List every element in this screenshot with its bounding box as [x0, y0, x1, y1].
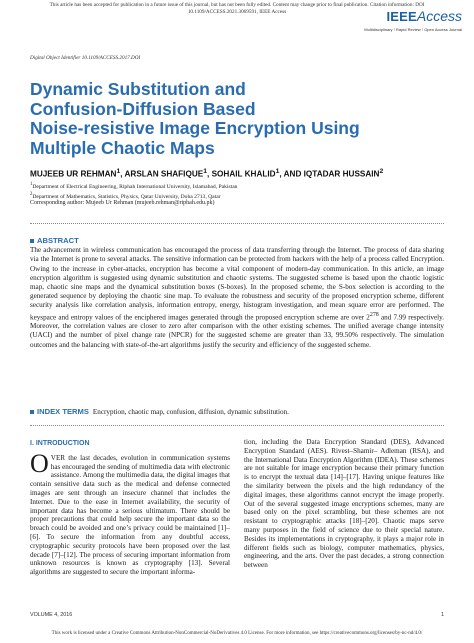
index-terms-heading: INDEX TERMS — [37, 407, 89, 416]
author-2: ARSLAN SHAFIQUE — [124, 169, 204, 179]
intro-left-text: VER the last decades, evolution in communication systems has encouraged the sending of multimedia data with electronic assistance. Among the multimedia data, the digital images that contain sensitive data such as the medical and defense connected images are sent through an insecure channel that includes the Internet. Due to the ease in Internet availability, the security of important data has become a serious ultimatum. There should be proper precautions that could help secure the important data so the breach could be avoided and one’s privacy could be maintained [1]–[6]. To secure the information from any doubtful access, cryptographic security protocols have been proposed over the last decade [7]–[12]. The process of securing important information from unknown resources is known as cryptography [13]. Several algorithms are suggested to secure the important informa- — [30, 453, 230, 577]
keyspace-base: 2 — [366, 313, 370, 321]
paper-title — [30, 80, 450, 158]
divider-top — [30, 223, 444, 224]
title-line-1: Dynamic Substitution and — [30, 79, 246, 99]
abstract-body-2: and 7.99 respectively. Moreover, the correlation values are closer to zero after comparison with the other existing schemes. The unified average change intensity (UACI) and the number of pixel change rate (NPCR) for the suggested scheme are greater than 33, 99.50% respectively. The simulation outcomes and the balancing with state-of-the-art algorithms justify the security and efficiency of the suggested scheme. — [30, 313, 445, 349]
license-note: This work is licensed under a Creative Commons Attribution-NonCommercial-NoDerivatives 4.0 License. For more information, see https://creativecommons.org/licenses/by-nc-nd/4.0/ — [51, 631, 423, 636]
affiliation-1: $^1$Department of Electrical Engineering, Riphah International University, Islamabad, Pakistan — [30, 182, 238, 190]
index-terms — [30, 407, 444, 416]
divider-bottom — [30, 425, 444, 426]
drop-cap: O — [30, 448, 49, 478]
ieee-access-logo — [364, 8, 462, 32]
logo-tagline: Multidisciplinary ⁝ Rapid Review ⁝ Open Access Journal — [364, 27, 462, 32]
abstract-heading: ABSTRACT — [30, 236, 444, 245]
author-3: SOHAIL KHALID — [211, 169, 276, 179]
author-list: MUJEEB UR REHMAN$^1$, ARSLAN SHAFIQUE$^1$, SOHAIL KHALID$^1$, AND IQTADAR HUSSAIN$^2$ — [30, 168, 384, 179]
title-line-2: Confusion-Diffusion Based — [30, 98, 256, 119]
author-4-affil: 2 — [379, 168, 384, 175]
abstract-body: The advancement in wireless communication has encouraged the process of data transferring through the Internet. The process of data sharing via the Internet is prone to several attacks. The sensitive information can be protected from hackers with the help of a process called Encryption. Owing to the increase in cyber-attacks, encryption has become a vital component of modern-day communication. In this article, an image encryption algorithm is suggested using dynamic substitution and chaotic systems. The suggested scheme is based upon the chaotic logistic map, chaotic sine maps and the dynamical substitution boxes (S-boxes). In the proposed scheme, the S-box selection is according to the generated sequence by deploying the chaotic sine map. To evaluate the robustness and security of the proposed encryption scheme, different security analysis like correlation analysis, information entropy, energy, histogram investigation, and mean square error are performed. The keyspace and entropy values of the enciphered images generated through the proposed encryption scheme are over — [30, 246, 444, 321]
square-bullet-icon — [30, 239, 34, 243]
author-4: AND IQTADAR HUSSAIN — [283, 169, 380, 179]
page-number: 1 — [441, 612, 444, 618]
author-1: MUJEEB UR REHMAN — [30, 169, 117, 179]
logo-ieee: IEEE — [386, 9, 417, 24]
title-line-3: Noise-resistive Image Encryption Using — [30, 118, 360, 138]
top-note-line-2: 10.1109/ACCESS.2021.3069591, IEEE Access — [187, 8, 287, 15]
index-terms-body: Encryption, chaotic map, confusion, diffusion, dynamic substitution. — [92, 408, 289, 416]
square-bullet-icon — [30, 410, 34, 414]
abstract — [30, 236, 444, 350]
affiliation-2: $^2$Department of Mathematics, Statistics, Physics, Qatar University, Doha 2713, Qatar — [30, 191, 221, 200]
affiliations — [30, 181, 237, 201]
author-3-affil: 1 — [275, 168, 280, 175]
keyspace-exponent: 278 — [369, 311, 379, 318]
corresponding-author: Corresponding author: Mujeeb Ur Rehman (mujeeb.rehman@riphah.edu.pk) — [30, 200, 215, 206]
top-note-line-1: This article has been accepted for publication in a future issue of this journal, but has not been fully edited. Content may change prior to final publication. Citation information: DOI — [49, 2, 425, 8]
author-1-affil: 1 — [116, 168, 121, 175]
volume-label: VOLUME 4, 2016 — [30, 612, 73, 618]
logo-access: Access — [416, 8, 462, 24]
intro-left-column — [30, 440, 230, 577]
intro-right-column — [244, 438, 444, 570]
title-line-4: Multiple Chaotic Maps — [30, 137, 215, 158]
intro-right-text: tion, including the Data Encryption Standard (DES), Advanced Encryption Standard (AES). Rivest–Shamir– Adleman (RSA), and the International Data Encryption Algorithm (IDEA). These schemes are not suitable for image encryption because their primary function is to encrypt the textual data [14]–[17]. Having unique features like the similarity between the pixels and the high redundancy of the digital images, these algorithms cannot encrypt the image properly. Out of the several suggested image encryptions schemes, many are based only on the pixel scrambling, but these schemes are not resistant to cryptographic attacks [18]–[20]. Chaotic maps serve many purposes in the field of science due to their special nature. Besides its implementations in cryptography, it plays a major role in different fields such as biology, computer mathematics, physics, engineering, and the arts. Over the past decades, a strong connection between — [244, 438, 444, 570]
doi-line: Digital Object Identifier 10.1109/ACCESS.2017.DOI — [30, 55, 141, 61]
author-2-affil: 1 — [203, 168, 208, 175]
intro-heading: I. INTRODUCTION — [30, 440, 90, 447]
